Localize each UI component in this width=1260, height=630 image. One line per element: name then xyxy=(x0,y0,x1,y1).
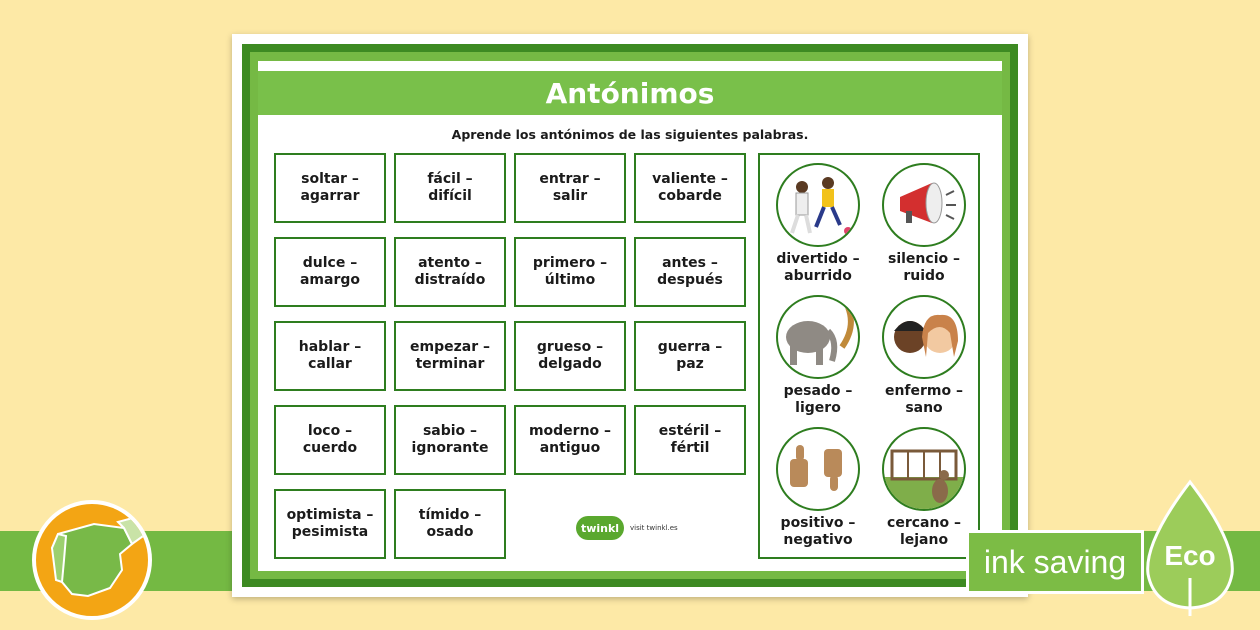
eco-leaf-icon xyxy=(1140,478,1240,618)
eco-label: Eco xyxy=(1164,540,1216,571)
word-card: soltar – agarrar xyxy=(274,153,386,223)
word-card: empezar – terminar xyxy=(394,321,506,391)
picture-item: enfermo – sano xyxy=(874,295,974,417)
picture-item: silencio – ruido xyxy=(874,163,974,285)
word-card: hablar – callar xyxy=(274,321,386,391)
picture-item: divertido – aburrido xyxy=(768,163,868,285)
worksheet xyxy=(232,34,1028,597)
word-card: primero – último xyxy=(514,237,626,307)
word-card: valiente – cobarde xyxy=(634,153,746,223)
page-title: Antónimos xyxy=(545,76,715,110)
word-card: dulce – amargo xyxy=(274,237,386,307)
thumbs-up-down-icon xyxy=(776,427,860,511)
word-card: entrar – salir xyxy=(514,153,626,223)
word-card: atento – distraído xyxy=(394,237,506,307)
picture-item: positivo – negativo xyxy=(768,427,868,549)
picture-panel xyxy=(758,153,980,559)
children-playing-icon xyxy=(776,163,860,247)
kangaroo-enclosure-icon xyxy=(882,427,966,511)
picture-item: pesado – ligero xyxy=(768,295,868,417)
word-card: loco – cuerdo xyxy=(274,405,386,475)
word-card: sabio – ignorante xyxy=(394,405,506,475)
picture-item: cercano – lejano xyxy=(874,427,974,549)
word-card: fácil – difícil xyxy=(394,153,506,223)
title-bar xyxy=(258,71,1002,115)
word-card: optimista – pesimista xyxy=(274,489,386,559)
word-card: moderno – antiguo xyxy=(514,405,626,475)
twinkl-logo xyxy=(576,516,678,540)
ink-saving-badge xyxy=(966,530,1144,594)
word-card: estéril – fértil xyxy=(634,405,746,475)
children-faces-icon xyxy=(882,295,966,379)
logo-url: visit twinkl.es xyxy=(630,524,678,532)
megaphone-icon xyxy=(882,163,966,247)
logo-mark: twinkl xyxy=(576,516,624,540)
word-card: tímido – osado xyxy=(394,489,506,559)
elephant-feather-icon xyxy=(776,295,860,379)
word-card: grueso – delgado xyxy=(514,321,626,391)
subtitle: Aprende los antónimos de las siguientes palabras. xyxy=(451,127,809,142)
worksheet-content xyxy=(258,61,1002,571)
word-card: antes – después xyxy=(634,237,746,307)
word-card: guerra – paz xyxy=(634,321,746,391)
ink-saving-label: ink saving xyxy=(983,543,1127,580)
spain-map-icon xyxy=(32,500,152,620)
